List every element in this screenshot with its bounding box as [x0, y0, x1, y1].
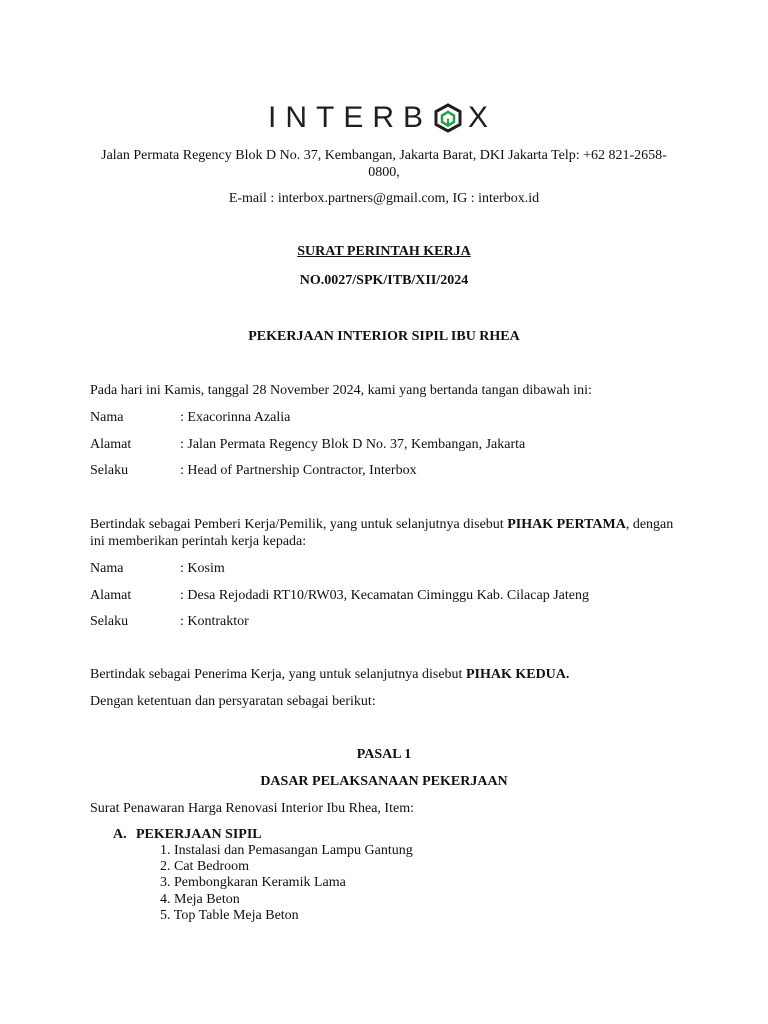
party2-selaku-label: Selaku	[90, 614, 129, 629]
pihak-pertama-label: PIHAK PERTAMA	[507, 517, 626, 532]
section-a-marker: A.	[113, 827, 127, 842]
company-contact: E-mail : interbox.partners@gmail.com, IG : interbox.id	[228, 191, 540, 206]
section-a-title: PEKERJAAN SIPIL	[136, 827, 262, 842]
intro-paragraph: Pada hari ini Kamis, tanggal 28 November 2024, kami yang bertanda tangan dibawah ini:	[90, 383, 592, 398]
logo-wordmark: INTER B X	[268, 101, 498, 134]
party1-alamat-label: Alamat	[90, 437, 132, 452]
party1-selaku-label: Selaku	[90, 463, 129, 478]
document-number: NO.0027/SPK/ITB/XII/2024	[299, 273, 469, 288]
party2-selaku-value: : Kontraktor	[180, 614, 249, 629]
party1-nama-label: Nama	[90, 410, 124, 425]
party2-alamat-value: : Desa Rejodadi RT10/RW03, Kecamatan Ciminggu Kab. Cilacap Jateng	[180, 588, 589, 603]
party2-nama-value: : Kosim	[180, 561, 225, 576]
company-address: Jalan Permata Regency Blok D No. 37, Kembangan, Jakarta Barat, DKI Jakarta Telp: +62 821-2658-0800,	[101, 148, 667, 180]
pasal1-subheading: DASAR PELAKSANAAN PEKERJAAN	[260, 774, 508, 789]
terms-intro: Dengan ketentuan dan persyaratan sebagai berikut:	[90, 694, 376, 709]
party1-alamat-value: : Jalan Permata Regency Blok D No. 37, Kembangan, Jakarta	[180, 437, 526, 452]
party1-statement-line2: ini memberikan perintah kerja kepada:	[90, 534, 307, 549]
cube-logo-icon	[434, 103, 462, 133]
party1-selaku-value: : Head of Partnership Contractor, Interbox	[180, 463, 417, 478]
document-subject: PEKERJAAN INTERIOR SIPIL IBU RHEA	[248, 329, 520, 344]
party2-alamat-label: Alamat	[90, 588, 132, 603]
party2-statement	[90, 666, 678, 683]
party1-nama-value: : Exacorinna Azalia	[180, 410, 291, 425]
list-item: 4. Meja Beton	[160, 892, 240, 907]
list-item: 2. Cat Bedroom	[160, 859, 250, 874]
pasal1-heading: PASAL 1	[356, 747, 412, 762]
party2-statement-text: Bertindak sebagai Penerima Kerja, yang untuk selanjutnya disebut	[90, 667, 466, 682]
list-item: 3. Pembongkaran Keramik Lama	[160, 875, 346, 890]
party1-statement-text: Bertindak sebagai Pemberi Kerja/Pemilik, yang untuk selanjutnya disebut	[90, 517, 508, 532]
interbox-logo	[268, 98, 500, 138]
pihak-kedua-label: PIHAK KEDUA.	[465, 667, 570, 682]
document-title: SURAT PERINTAH KERJA	[297, 244, 471, 259]
list-item: 5. Top Table Meja Beton	[160, 908, 299, 923]
party2-nama-label: Nama	[90, 561, 124, 576]
party1-statement-post: , dengan	[625, 517, 674, 532]
party1-statement	[90, 516, 678, 533]
pasal1-intro: Surat Penawaran Harga Renovasi Interior Ibu Rhea, Item:	[90, 801, 414, 816]
list-item: 1. Instalasi dan Pemasangan Lampu Gantung	[160, 843, 413, 858]
